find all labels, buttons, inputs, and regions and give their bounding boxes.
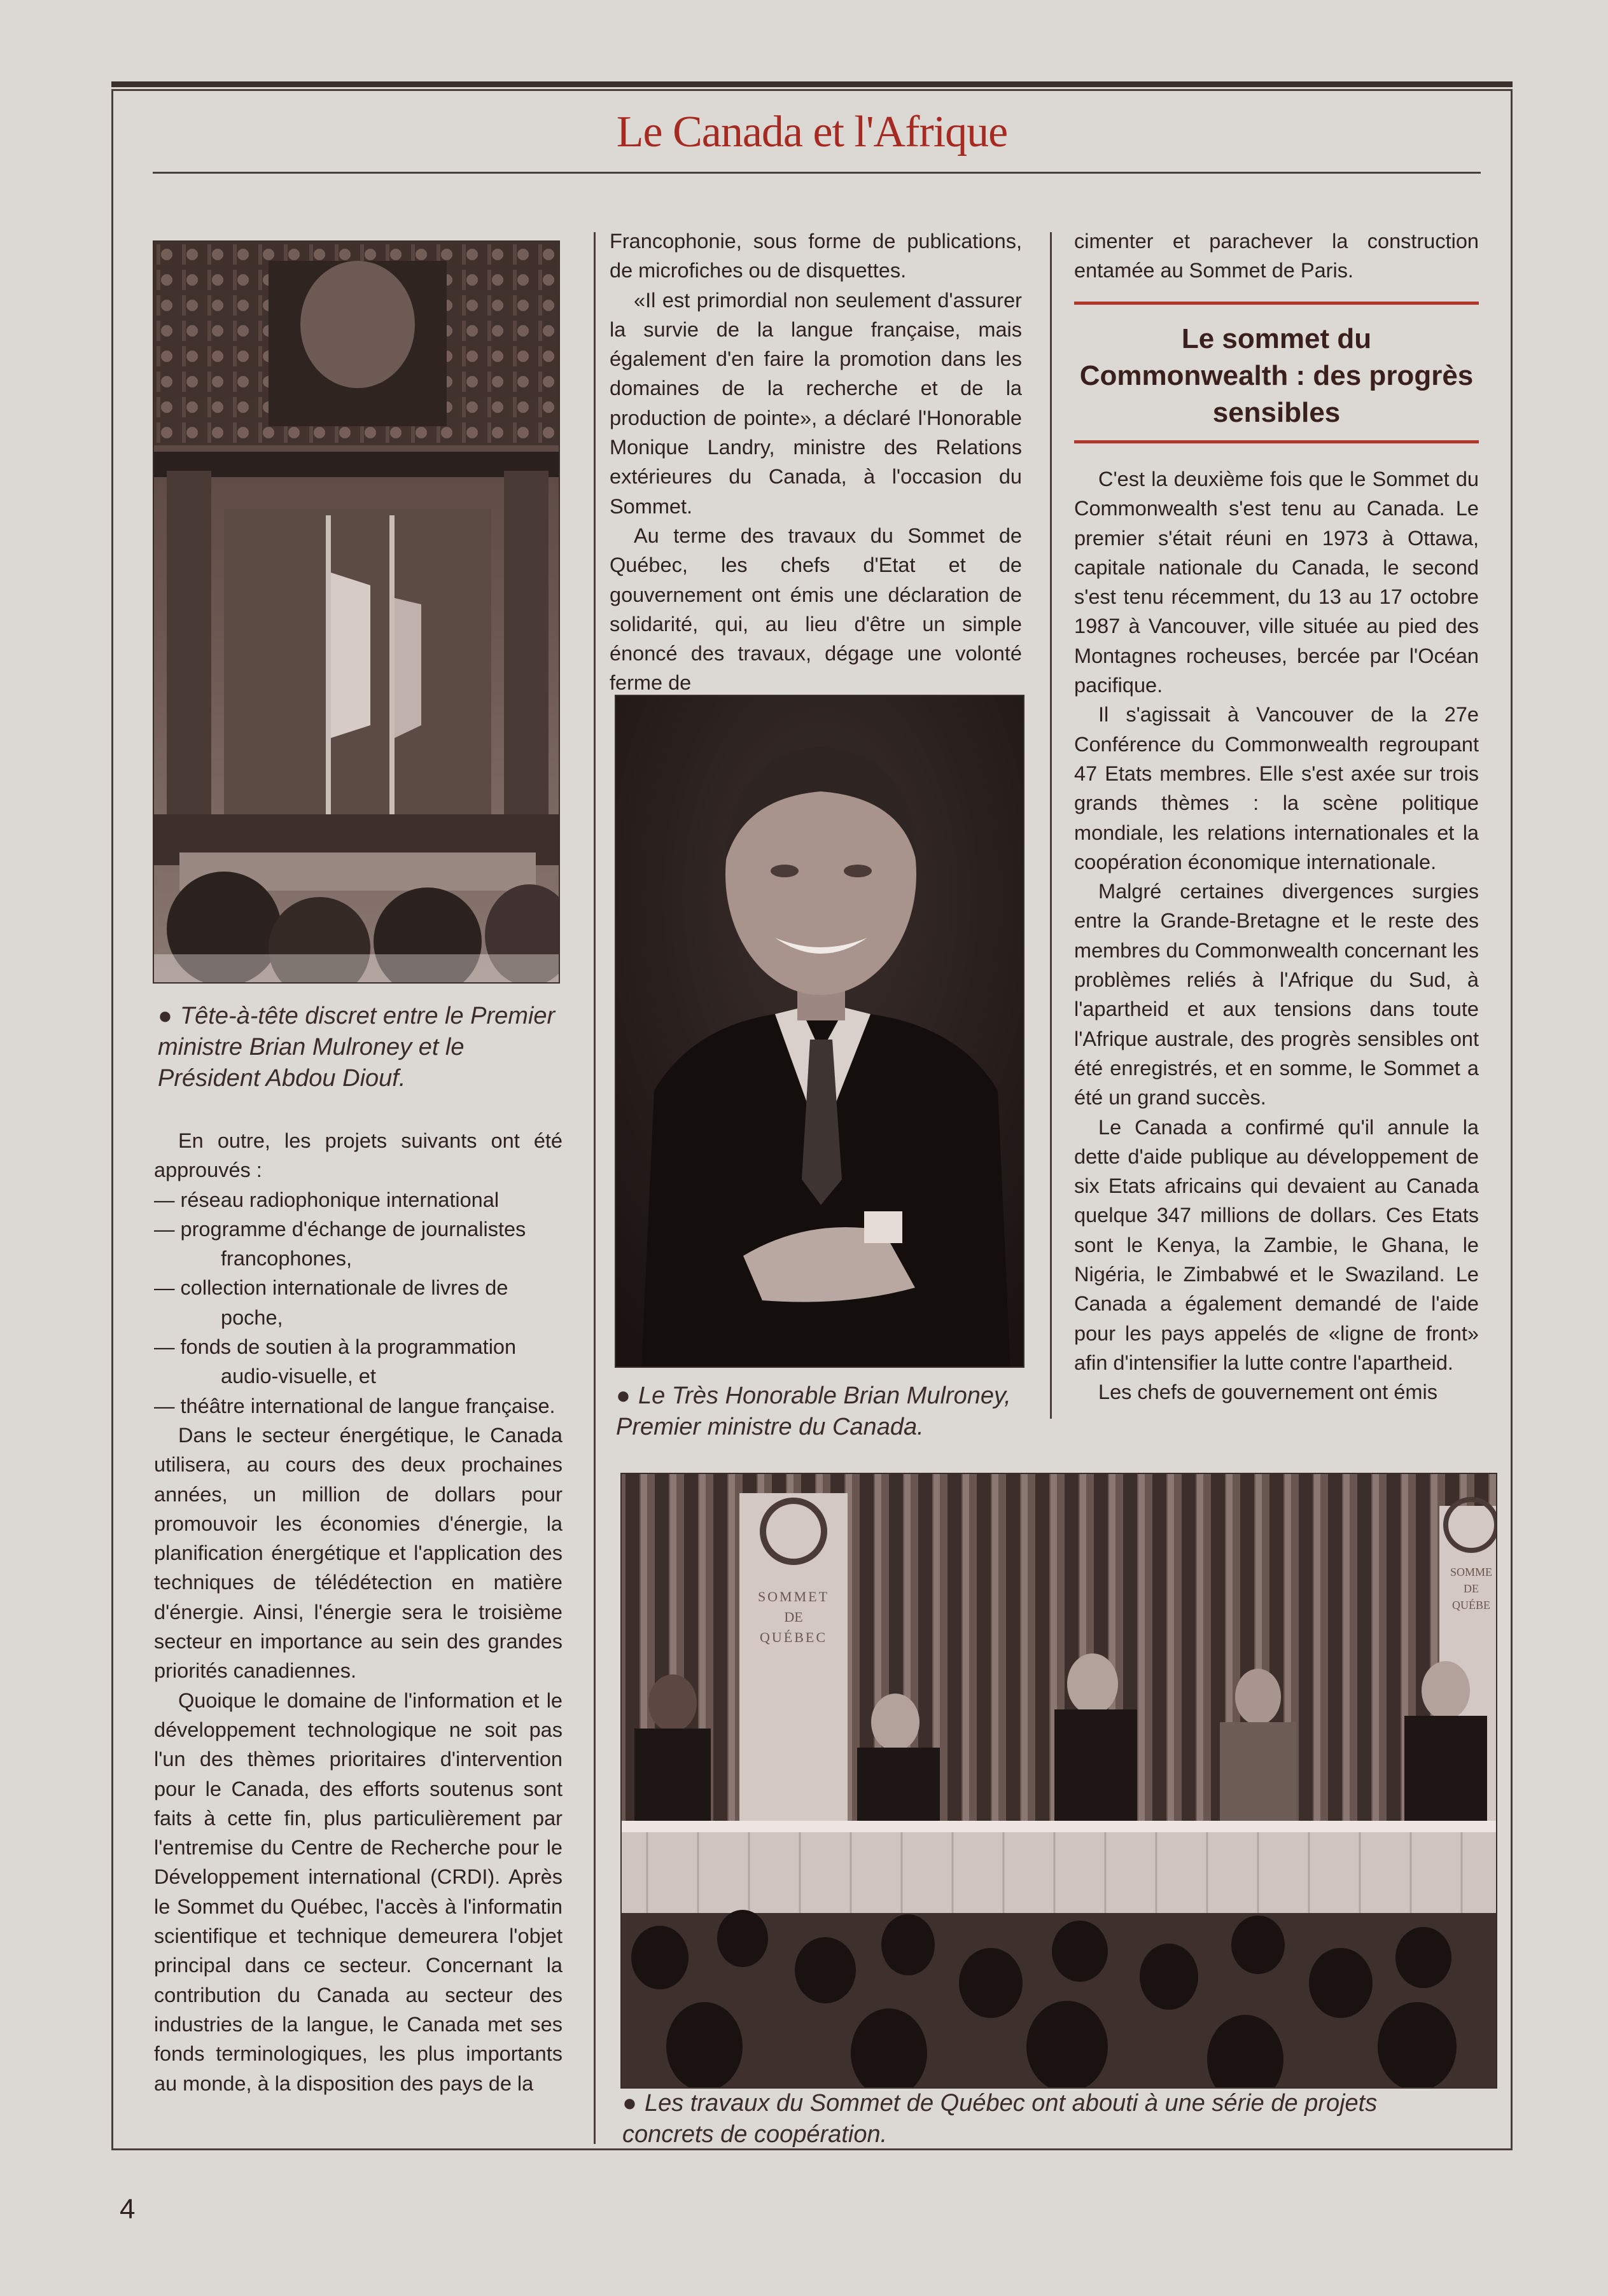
bullet-icon: ●	[158, 1003, 172, 1029]
list-item: — réseau radiophonique international	[154, 1188, 500, 1211]
col1-paragraph-energy: Dans le secteur énergétique, le Canada utilisera, au cours des deux prochaines années, un million de dollars pour promouvoir les économies d'énergie, la planification énergétique et l'application des techniques de télédétection en matière d'énergie. Ainsi, l'énergie sera le troisième secteur en importance au sein des grandes priorités canadiennes.	[154, 1423, 563, 1683]
summit-caption: ● Les travaux du Sommet de Québec ont abouti à une série de projets concrets de coopération.	[622, 2090, 1378, 2148]
assembly-caption: ● Tête-à-tête discret entre le Premier ministre Brian Mulroney et le Président Abdou Diouf.	[158, 1003, 556, 1092]
col3-paragraph-2: Il s'agissait à Vancouver de la 27e Conférence du Commonwealth regroupant 47 Etats membres. Elle s'est axée sur trois grands thèmes : la scène politique mondiale, les relations internationales et la coopération économique internationale.	[1074, 703, 1479, 873]
summit-photo	[620, 1473, 1497, 2089]
col3-paragraph-3: Malgré certaines divergences surgies entre la Grande-Bretagne et le reste des membres du Commonwealth concernant les problèmes reliés à l'Afrique du Sud, à l'apartheid et aux tensions dans toute l'Afrique australe, des progrès sensibles ont été enregistrés, et en somme, le Sommet a été un grand succès.	[1074, 880, 1479, 1110]
portrait-photo	[615, 695, 1024, 1368]
summit-banner-left-2: DE	[784, 1609, 803, 1625]
bullet-icon: ●	[616, 1382, 631, 1409]
header-rule	[153, 172, 1481, 174]
top-rule	[111, 81, 1513, 87]
column-2-text	[610, 226, 1022, 698]
column-separator-2	[1050, 232, 1052, 1419]
summit-banner-left: SOMMET	[757, 1589, 830, 1604]
commonwealth-section-title: Le sommet du Commonwealth : des progrès sensibles	[1079, 323, 1474, 428]
section-rule-bottom	[1074, 440, 1479, 443]
approved-projects-list	[154, 1185, 563, 1421]
section-rule-top	[1074, 302, 1479, 305]
list-item: — collection internationale de livres de poche,	[154, 1276, 508, 1329]
list-item: — théâtre international de langue française.	[154, 1394, 556, 1417]
col3-paragraph-4: Le Canada a confirmé qu'il annule la dette d'aide publique au développement de six Etats africains qui devaient au Canada quelque 347 millions de dollars. Ces Etats sont le Kenya, la Zambie, le Ghana, le Nigéria, le Zimbabwé et le Swaziland. Le Canada a également demandé de l'aide pour les pays appelés de «ligne de front» afin d'intensifier la lutte contre l'apartheid.	[1074, 1115, 1479, 1374]
portrait-image	[616, 696, 1024, 1368]
list-item: — fonds de soutien à la programmation audio-visuelle, et	[154, 1335, 517, 1388]
summit-banner-right: SOMME	[1450, 1566, 1493, 1578]
summit-banner-right-3: QUÉBE	[1452, 1599, 1490, 1611]
col3-paragraph-0: cimenter et parachever la construction entamée au Sommet de Paris.	[1074, 230, 1479, 282]
page-title: Le Canada et l'Afrique	[616, 108, 1008, 157]
assembly-photo	[153, 240, 560, 984]
list-item: — programme d'échange de journalistes francophones,	[154, 1217, 526, 1270]
page-number: 4	[120, 2194, 136, 2225]
col2-paragraph-quote: «Il est primordial non seulement d'assurer la survie de la langue française, mais également d'en faire la promotion dans les domaines de la recherche et de la production de pointe», a déclaré l'Honorable Monique Landry, ministre des Relations extérieures du Canada, à l'occasion du Sommet.	[610, 288, 1022, 518]
col3-paragraph-1: C'est la deuxième fois que le Sommet du Commonwealth s'est tenu au Canada. Le premier s'était réuni en 1973 à Ottawa, capitale nationale du Canada, le second s'est tenu récemment, du 13 au 17 octobre 1987 à Vancouver, ville située au pied des Montagnes rocheuses, bercée par l'Océan pacifique.	[1074, 468, 1479, 697]
bullet-icon: ●	[622, 2090, 637, 2117]
column-separator-1	[594, 232, 596, 875]
col3-paragraph-5: Les chefs de gouvernement ont émis	[1098, 1381, 1437, 1404]
col1-paragraph-information: Quoique le domaine de l'information et le développement technologique ne soit pas l'un des thèmes prioritaires d'intervention pour le Canada, des efforts soutenus sont faits à cette fin, plus particulièrement par l'entremise du Centre de Recherche pour le Développement international (CRDI). Après le Sommet du Québec, l'accès à l'informatin scientifique et technique demeurera l'objet principal dans ce secteur. Concernant la contribution du Canada au secteur des industries de la langue, le Canada met ses fonds terminologiques, les plus importants au monde, à la disposition des pays de la	[154, 1688, 563, 2095]
column-1-text	[154, 1126, 563, 2098]
summit-photo-image	[622, 1474, 1497, 2089]
col2-paragraph-1: Francophonie, sous forme de publications, de microfiches ou de disquettes.	[610, 230, 1022, 282]
summit-banner-left-3: QUÉBEC	[760, 1629, 827, 1645]
column-3-text-top	[1074, 226, 1479, 286]
assembly-photo-image	[154, 242, 560, 984]
column-separator-1b	[594, 875, 596, 2144]
summit-banner-right-2: DE	[1464, 1582, 1479, 1595]
col1-intro: En outre, les projets suivants ont été approuvés :	[154, 1129, 563, 1182]
col2-paragraph-declaration: Au terme des travaux du Sommet de Québec, les chefs d'Etat et de gouvernement ont émis une déclaration de solidarité, qui, au lieu d'être un simple énoncé des travaux, dégage une volonté ferme de	[610, 524, 1022, 695]
column-3-text	[1074, 464, 1479, 1407]
portrait-caption: ● Le Très Honorable Brian Mulroney, Premier ministre du Canada.	[616, 1382, 1011, 1440]
